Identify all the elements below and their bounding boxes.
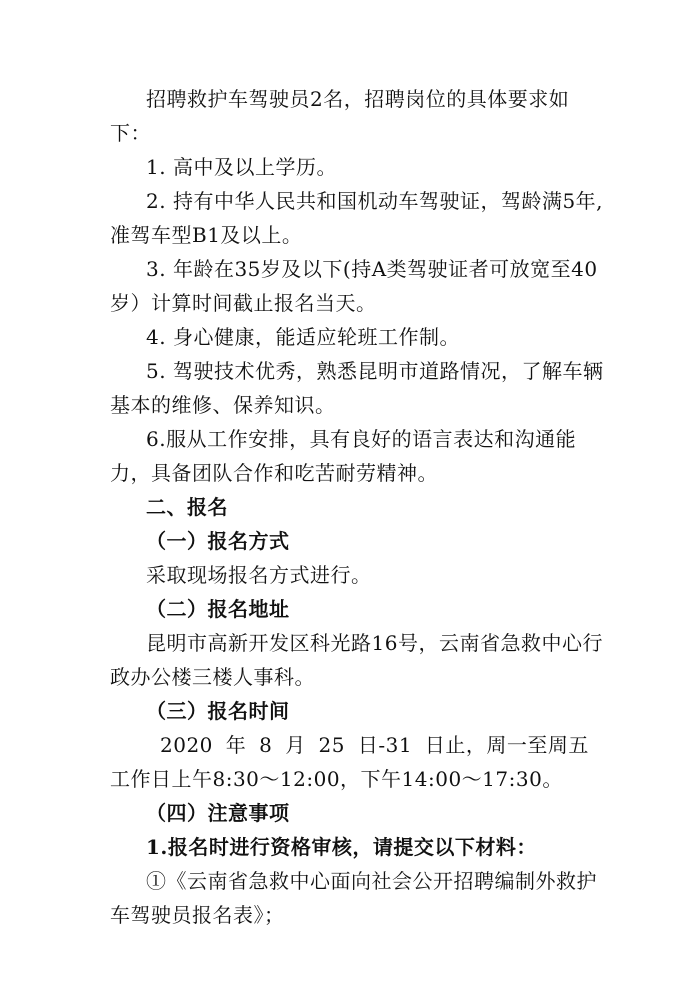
address-body: 昆明市高新开发区科光路16号，云南省急救中心行政办公楼三楼人事科。	[110, 631, 603, 689]
note-1-heading: 1.报名时进行资格审核，请提交以下材料：	[146, 835, 537, 859]
requirement-1: 1. 高中及以上学历。	[146, 155, 337, 179]
requirement-4: 4. 身心健康，能适应轮班工作制。	[146, 325, 460, 349]
subheading-address: （二）报名地址	[146, 597, 290, 621]
note-1-item-1: ①《云南省急救中心面向社会公开招聘编制外救护车驾驶员报名表》；	[110, 869, 597, 927]
intro-paragraph: 招聘救护车驾驶员2名，招聘岗位的具体要求如下：	[110, 87, 570, 145]
requirement-6: 6.服从工作安排，具有良好的语言表达和沟通能力，具备团队合作和吃苦耐劳精神。	[110, 427, 577, 485]
subheading-notes: （四）注意事项	[146, 801, 290, 825]
time-body: 2020 年 8 月 25 日-31 日止，周一至周五工作日上午8:30～12:00，下午14:00～17:30。	[110, 733, 589, 791]
method-body: 采取现场报名方式进行。	[146, 563, 372, 587]
section-heading-registration: 二、报名	[146, 495, 228, 519]
requirement-5: 5. 驾驶技术优秀，熟悉昆明市道路情况，了解车辆基本的维修、保养知识。	[110, 359, 604, 417]
requirement-3: 3. 年龄在35岁及以下(持A类驾驶证者可放宽至40岁）计算时间截止报名当天。	[110, 257, 598, 315]
requirement-2: 2. 持有中华人民共和国机动车驾驶证，驾龄满5年,准驾车型B1及以上。	[110, 189, 604, 247]
subheading-time: （三）报名时间	[146, 699, 290, 723]
subheading-method: （一）报名方式	[146, 529, 290, 553]
